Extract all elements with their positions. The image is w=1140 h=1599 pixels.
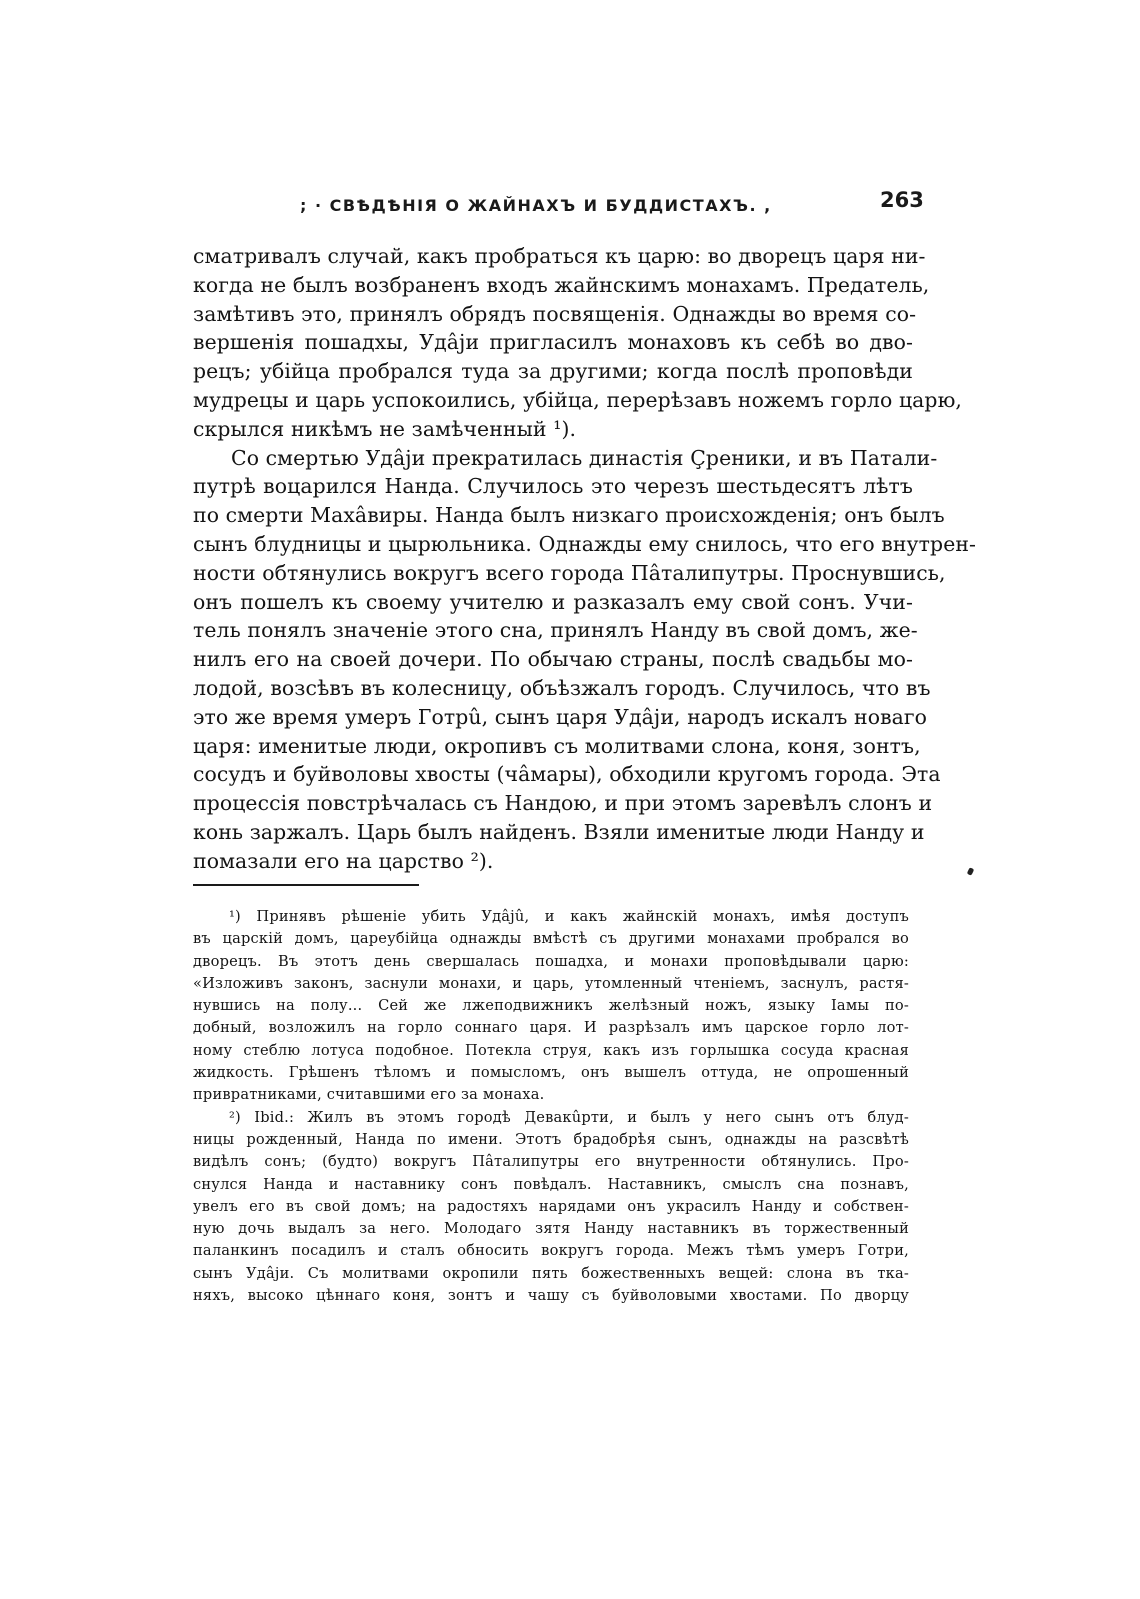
main-text-line: вершенія пошадхы, Удâjи пригласилъ монаховъ къ себѣ во дво- [193, 330, 913, 355]
footnote-line: ¹) Принявъ рѣшеніе убить Удâjû, и какъ жайнскій монахъ, имѣя доступъ [229, 908, 909, 925]
main-text-line: когда не былъ возбраненъ входъ жайнскимъ монахамъ. Предатель, [193, 272, 930, 297]
footnote-line: добный, возложилъ на горло соннаго царя. И разрѣзалъ имъ царское горло лот- [193, 1019, 909, 1037]
footnote-line: ницы рожденный, Нанда по имени. Этотъ брадобрѣя сынъ, однажды на разсвѣтѣ [193, 1130, 909, 1148]
main-text-line: лодой, возсѣвъ въ колесницу, объѣзжалъ городъ. Случилось, что въ [193, 675, 931, 700]
footnote-line: няхъ, высоко цѣннаго коня, зонтъ и чашу съ буйволовыми хвостами. По дворцу [193, 1287, 909, 1305]
footnote-line: паланкинъ посадилъ и сталъ обносить вокругъ города. Межъ тѣмъ умеръ Готри, [193, 1242, 909, 1260]
footnote-line: нувшись на полу... Сей же лжеподвижникъ желѣзный ножъ, языку Iамы по- [193, 997, 909, 1015]
main-text-line: онъ пошелъ къ своему учителю и разказалъ ему свой сонъ. Учи- [193, 589, 913, 614]
footnote-line: «Изложивъ законъ, заснули монахи, и царь, утомленный чтеніемъ, заснулъ, растя- [193, 974, 909, 992]
main-text-line: сынъ блудницы и цырюльника. Однажды ему снилось, что его внутрен- [193, 531, 977, 556]
main-text-line: нилъ его на своей дочери. По обычаю страны, послѣ свадьбы мо- [193, 647, 913, 672]
main-text-line: конь заржалъ. Царь былъ найденъ. Взяли именитые люди Нанду и [193, 819, 925, 844]
main-text-line: замѣтивъ это, принялъ обрядъ посвященія. Однажды во время со- [193, 301, 917, 326]
footnote-line: видѣлъ сонъ; (будто) вокругъ Пâталипутры его внутренности обтянулись. Про- [193, 1153, 909, 1171]
main-text-line: путрѣ воцарился Нанда. Случилось это черезъ шестьдесятъ лѣтъ [193, 474, 913, 499]
footnote-line: дворецъ. Въ этотъ день свершалась пошадха, и монахи проповѣдывали царю: [193, 952, 909, 970]
main-text-line: сматривалъ случай, какъ пробраться къ царю: во дворецъ царя ни- [193, 244, 926, 268]
running-header: ; · СВѢДѢНІЯ О ЖАЙНАХЪ И БУДДИСТАХЪ. , [300, 196, 772, 215]
main-text-line: по смерти Махâвиры. Нанда былъ низкаго происхожденія; онъ былъ [193, 503, 945, 528]
main-text-line: царя: именитые люди, окропивъ съ молитвами слона, коня, зонтъ, [193, 733, 921, 758]
main-text-line: Со смертью Удâjи прекратилась династія Çреники, и въ Патали- [231, 445, 938, 470]
footnote-line: увелъ его въ свой домъ; на радостяхъ нарядами онъ украсилъ Нанду и собствен- [193, 1197, 909, 1215]
footnote-line: снулся Нанда и наставнику сонъ повѣдалъ. Наставникъ, смыслъ сна познавъ, [193, 1175, 909, 1193]
main-text-line: рецъ; убійца пробрался туда за другими; когда послѣ проповѣди [193, 359, 913, 384]
main-text-line: сосудъ и буйволовы хвосты (чâмары), обходили кругомъ города. Эта [193, 762, 941, 787]
main-text-line: мудрецы и царь успокоились, убійца, перерѣзавъ ножемъ горло царю, [193, 387, 962, 412]
main-text-line: процессія повстрѣчалась съ Нандою, и при этомъ заревѣлъ слонъ и [193, 791, 933, 816]
footnote-line: привратниками, считавшими его за монаха. [193, 1086, 545, 1104]
footnote-line: ную дочь выдалъ за него. Молодаго зятя Нанду наставникъ въ торжественный [193, 1220, 909, 1238]
main-text-line: тель понялъ значеніе этого сна, принялъ Нанду въ свой домъ, же- [193, 618, 918, 643]
footnote-line: ному стеблю лотуса подобное. Потекла струя, какъ изъ горлышка сосуда красная [193, 1041, 909, 1059]
main-text [193, 242, 977, 876]
footnote-divider [193, 884, 419, 886]
main-text-line: скрылся никѣмъ не замѣченный ¹). [193, 416, 577, 441]
main-text-line: помазали его на царство ²). [193, 848, 494, 873]
main-text-line: ности обтянулись вокругъ всего города Пâталипутры. Проснувшись, [193, 560, 946, 585]
margin-ink-mark [967, 867, 974, 875]
footnotes [193, 906, 909, 1307]
footnote-line: ²) Ibid.: Жилъ въ этомъ городѣ Девакûрти, и былъ у него сынъ отъ блуд- [229, 1108, 909, 1126]
main-text-line: это же время умеръ Готрû, сынъ царя Удâjи, народъ искалъ новаго [193, 704, 928, 729]
footnote-line: сынъ Удâjи. Съ молитвами окропили пять божественныхъ вещей: слона въ тка- [193, 1264, 909, 1282]
page-number: 263 [880, 188, 924, 212]
footnote-line: жидкость. Грѣшенъ тѣломъ и помысломъ, онъ вышелъ оттуда, не опрошенный [193, 1064, 909, 1082]
footnote-line: въ царскій домъ, цареубійца однажды вмѣстѣ съ другими монахами пробрался во [193, 930, 909, 948]
